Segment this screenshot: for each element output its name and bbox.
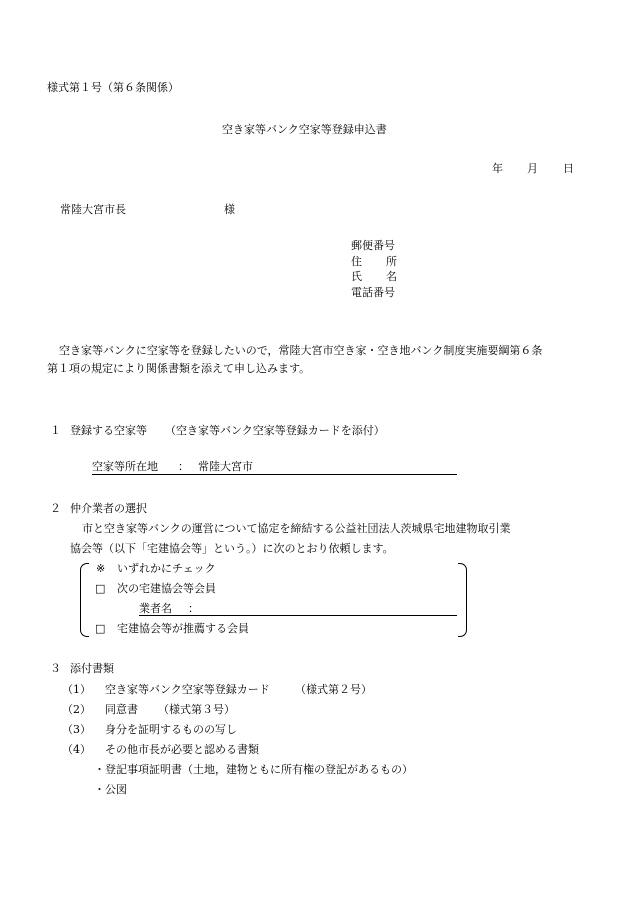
- attachment-text: 同意書: [105, 703, 138, 716]
- date-year-label: 年: [492, 162, 503, 175]
- form-number: 様式第１号（第６条関係）: [47, 81, 179, 94]
- left-bracket: [80, 563, 89, 637]
- page-title: 空き家等バンク空家等登録申込書: [222, 123, 387, 136]
- agent-name-colon: ：: [188, 602, 199, 615]
- option1-checkbox[interactable]: □: [95, 582, 106, 595]
- location-label: 空家等所在地: [92, 460, 158, 473]
- agent-name-label: 業者名: [139, 602, 172, 615]
- attachment-sub-item: ・公図: [94, 783, 127, 796]
- attachment-text: 身分を証明するものの写し: [105, 723, 237, 736]
- attachment-sub-item: ・登記事項証明書（土地，建物ともに所有権の登記があるもの）: [94, 763, 413, 776]
- applicant-address-label-1: 住: [351, 255, 362, 268]
- applicant-phone-label: 電話番号: [351, 286, 395, 299]
- option2-label: 宅建協会等が推薦する会員: [117, 622, 249, 635]
- applicant-name-label-2: 名: [386, 270, 397, 283]
- attachment-number: （1）: [62, 683, 91, 696]
- section2-description-line-1: 市と空き家等バンクの運営について協定を締結する公益社団法人茨城県宅地建物取引業: [82, 522, 511, 535]
- applicant-address-label-2: 所: [386, 255, 397, 268]
- section3-number: ３: [50, 662, 61, 675]
- location-colon: ：: [178, 460, 189, 473]
- body-text-line-2: 第１項の規定により関係書類を添えて申し込みます。: [47, 362, 311, 375]
- section1-note: （空き家等バンク空家等登録カードを添付）: [165, 424, 385, 437]
- section3-title: 添付書類: [70, 662, 114, 675]
- attachment-number: （4）: [62, 743, 91, 756]
- option2-checkbox[interactable]: □: [95, 622, 106, 635]
- section1-title: 登録する空家等: [70, 424, 147, 437]
- right-bracket: [458, 563, 467, 637]
- attachment-text: その他市長が必要と認める書類: [105, 743, 259, 756]
- attachment-number: （2）: [62, 703, 91, 716]
- attachment-text: 空き家等バンク空家等登録カード: [105, 683, 270, 696]
- attachment-note: （様式第２号）: [295, 683, 372, 696]
- attachment-number: （3）: [62, 723, 91, 736]
- date-month-label: 月: [527, 162, 538, 175]
- addressee-suffix: 様: [224, 203, 235, 216]
- option1-label: 次の宅建協会等会員: [117, 582, 216, 595]
- section2-description-line-2: 協会等（以下「宅建協会等」という。）に次のとおり依頼します。: [70, 542, 394, 555]
- location-value: 常陸大宮市: [198, 460, 253, 473]
- attachment-note: （様式第３号）: [158, 703, 235, 716]
- addressee-name: 常陸大宮市長: [60, 203, 126, 216]
- section2-title: 仲介業者の選択: [70, 502, 147, 515]
- section1-number: １: [50, 424, 61, 437]
- agent-name-underline: [139, 615, 457, 616]
- location-underline: [92, 474, 457, 475]
- note-mark: ※: [96, 562, 106, 575]
- applicant-postal-code-label: 郵便番号: [351, 239, 395, 252]
- body-text-line-1: 空き家等バンクに空家等を登録したいので，常陸大宮市空き家・空き地バンク制度実施要綱第６条: [59, 344, 543, 357]
- applicant-name-label-1: 氏: [351, 270, 362, 283]
- section2-number: ２: [50, 502, 61, 515]
- date-day-label: 日: [563, 162, 574, 175]
- note-text: いずれかにチェック: [117, 562, 216, 575]
